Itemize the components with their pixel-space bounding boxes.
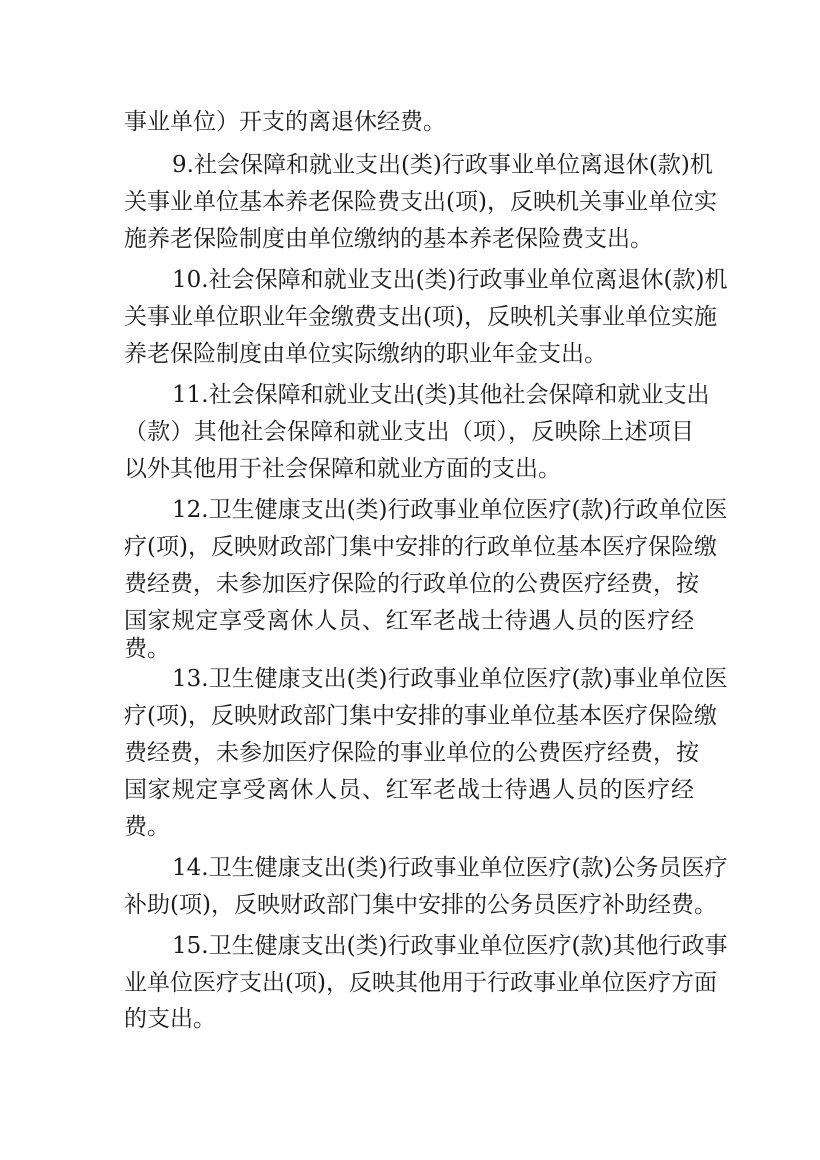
paragraph-line: 11.社会保障和就业支出(类)其他社会保障和就业支出 [172,382,710,408]
paragraph-line: 养老保险制度由单位实际缴纳的职业年金支出。 [124,341,607,367]
paragraph-line: 10.社会保障和就业支出(类)行政事业单位离退休(款)机 [172,267,728,293]
paragraph-line: 关事业单位职业年金缴费支出(项)，反映机关事业单位实施 [124,304,717,330]
paragraph-line: 费经费，未参加医疗保险的事业单位的公费医疗经费，按 [124,740,699,766]
paragraph-line: 费。 [124,814,170,840]
paragraph-line: 业单位医疗支出(项)，反映其他用于行政事业单位医疗方面 [124,970,717,996]
paragraph-line: 事业单位）开支的离退休经费。 [124,109,446,135]
paragraph-line: 9.社会保障和就业支出(类)行政事业单位离退休(款)机 [172,152,713,178]
paragraph-line: 14.卫生健康支出(类)行政事业单位医疗(款)公务员医疗 [172,855,728,881]
paragraph-line: 国家规定享受离休人员、红军老战士待遇人员的医疗经 [124,777,694,803]
paragraph-line: 费经费，未参加医疗保险的行政单位的公费医疗经费，按 [124,571,699,597]
paragraph-line: 以外其他用于社会保障和就业方面的支出。 [124,456,561,482]
paragraph-line: 费。 [124,636,170,662]
paragraph-line: 12.卫生健康支出(类)行政事业单位医疗(款)行政单位医 [172,497,728,523]
paragraph-line: 疗(项)，反映财政部门集中安排的事业单位基本医疗保险缴 [124,703,717,729]
paragraph-line: 15.卫生健康支出(类)行政事业单位医疗(款)其他行政事 [172,933,728,959]
paragraph-line: 补助(项)，反映财政部门集中安排的公务员医疗补助经费。 [124,892,717,918]
paragraph-line: 的支出。 [124,1006,216,1032]
paragraph-line: （款）其他社会保障和就业支出（项），反映除上述项目 [124,419,694,445]
paragraph-line: 施养老保险制度由单位缴纳的基本养老保险费支出。 [124,226,653,252]
paragraph-line: 疗(项)，反映财政部门集中安排的行政单位基本医疗保险缴 [124,534,717,560]
paragraph-line: 关事业单位基本养老保险费支出(项)，反映机关事业单位实 [124,189,717,215]
paragraph-line: 国家规定享受离休人员、红军老战士待遇人员的医疗经 [124,608,694,634]
paragraph-line: 13.卫生健康支出(类)行政事业单位医疗(款)事业单位医 [172,666,728,692]
